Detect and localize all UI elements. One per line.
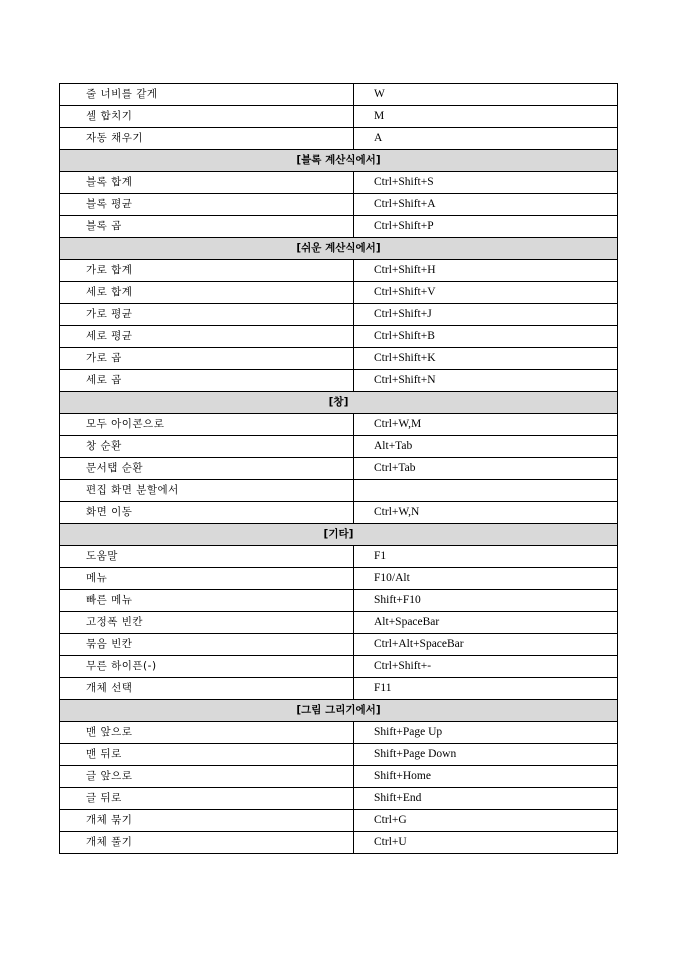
- action-cell: 가로 합계: [60, 260, 354, 282]
- action-cell: 메뉴: [60, 568, 354, 590]
- action-cell: 묶음 빈칸: [60, 634, 354, 656]
- action-cell: 세로 곱: [60, 370, 354, 392]
- action-cell: 글 뒤로: [60, 788, 354, 810]
- action-cell: 화면 이동: [60, 502, 354, 524]
- table-row: [60, 282, 618, 304]
- action-cell: 가로 평균: [60, 304, 354, 326]
- action-cell: 도움말: [60, 546, 354, 568]
- table-row: [60, 832, 618, 854]
- shortcut-key-cell: Ctrl+Shift+S: [354, 172, 618, 194]
- action-cell: 문서탭 순환: [60, 458, 354, 480]
- shortcut-key-cell: Shift+F10: [354, 590, 618, 612]
- action-cell: 개체 풀기: [60, 832, 354, 854]
- table-row: [60, 810, 618, 832]
- action-cell: 블록 합계: [60, 172, 354, 194]
- shortcut-key-cell: F10/Alt: [354, 568, 618, 590]
- table-row: [60, 436, 618, 458]
- table-row: [60, 766, 618, 788]
- table-row: [60, 260, 618, 282]
- action-cell: 개체 선택: [60, 678, 354, 700]
- table-row: [60, 546, 618, 568]
- shortcut-key-cell: Ctrl+Shift+H: [354, 260, 618, 282]
- table-row: [60, 326, 618, 348]
- shortcut-key-cell: Ctrl+Shift+N: [354, 370, 618, 392]
- action-cell: 세로 평균: [60, 326, 354, 348]
- action-cell: 맨 앞으로: [60, 722, 354, 744]
- table-row: [60, 348, 618, 370]
- table-row: [60, 656, 618, 678]
- table-row: [60, 458, 618, 480]
- shortcut-key-cell: Ctrl+U: [354, 832, 618, 854]
- table-row: [60, 480, 618, 502]
- shortcut-key-cell: Ctrl+Shift+P: [354, 216, 618, 238]
- action-cell: 개체 묶기: [60, 810, 354, 832]
- shortcut-key-cell: Ctrl+W,N: [354, 502, 618, 524]
- shortcut-key-cell: W: [354, 84, 618, 106]
- section-header: [쉬운 계산식에서]: [60, 238, 618, 260]
- action-cell: 자동 채우기: [60, 128, 354, 150]
- shortcut-key-cell: Alt+SpaceBar: [354, 612, 618, 634]
- action-cell: 고정폭 빈칸: [60, 612, 354, 634]
- action-cell: 창 순환: [60, 436, 354, 458]
- action-cell: 세로 합계: [60, 282, 354, 304]
- action-cell: 편집 화면 분할에서: [60, 480, 354, 502]
- action-cell: 빠른 메뉴: [60, 590, 354, 612]
- shortcut-key-cell: Shift+Home: [354, 766, 618, 788]
- section-header: [블록 계산식에서]: [60, 150, 618, 172]
- action-cell: 블록 평균: [60, 194, 354, 216]
- table-row: [60, 612, 618, 634]
- table-row: [60, 216, 618, 238]
- shortcut-key-cell: Shift+End: [354, 788, 618, 810]
- table-row: [60, 788, 618, 810]
- table-row: [60, 106, 618, 128]
- shortcut-key-cell: F11: [354, 678, 618, 700]
- table-row: [60, 502, 618, 524]
- table-row: [60, 194, 618, 216]
- shortcut-key-cell: Ctrl+Shift+B: [354, 326, 618, 348]
- shortcut-table: [59, 83, 618, 854]
- shortcut-key-cell: Ctrl+Shift+K: [354, 348, 618, 370]
- action-cell: 무른 하이픈(-): [60, 656, 354, 678]
- table-row: [60, 414, 618, 436]
- table-row: [60, 634, 618, 656]
- table-row: [60, 128, 618, 150]
- action-cell: 줄 너비를 같게: [60, 84, 354, 106]
- shortcut-key-cell: Ctrl+Shift+A: [354, 194, 618, 216]
- shortcut-key-cell: Shift+Page Down: [354, 744, 618, 766]
- section-header: [기타]: [60, 524, 618, 546]
- section-header-row: [60, 700, 618, 722]
- table-row: [60, 304, 618, 326]
- table-row: [60, 84, 618, 106]
- action-cell: 맨 뒤로: [60, 744, 354, 766]
- shortcut-key-cell: M: [354, 106, 618, 128]
- shortcut-key-cell: Ctrl+Shift+V: [354, 282, 618, 304]
- section-header-row: [60, 150, 618, 172]
- document-page: [59, 83, 618, 854]
- section-header-row: [60, 524, 618, 546]
- table-row: [60, 744, 618, 766]
- section-header-row: [60, 238, 618, 260]
- table-row: [60, 172, 618, 194]
- section-header: [그림 그리기에서]: [60, 700, 618, 722]
- action-cell: 셀 합치기: [60, 106, 354, 128]
- shortcut-table-body: [60, 84, 618, 854]
- section-header: [창]: [60, 392, 618, 414]
- shortcut-key-cell: F1: [354, 546, 618, 568]
- shortcut-key-cell: Ctrl+Tab: [354, 458, 618, 480]
- table-row: [60, 370, 618, 392]
- shortcut-key-cell: [354, 480, 618, 502]
- table-row: [60, 678, 618, 700]
- section-header-row: [60, 392, 618, 414]
- shortcut-key-cell: Ctrl+Alt+SpaceBar: [354, 634, 618, 656]
- table-row: [60, 590, 618, 612]
- shortcut-key-cell: Ctrl+Shift+J: [354, 304, 618, 326]
- shortcut-key-cell: Shift+Page Up: [354, 722, 618, 744]
- shortcut-key-cell: A: [354, 128, 618, 150]
- action-cell: 블록 곱: [60, 216, 354, 238]
- table-row: [60, 568, 618, 590]
- action-cell: 모두 아이콘으로: [60, 414, 354, 436]
- shortcut-key-cell: Ctrl+W,M: [354, 414, 618, 436]
- action-cell: 글 앞으로: [60, 766, 354, 788]
- table-row: [60, 722, 618, 744]
- shortcut-key-cell: Ctrl+Shift+-: [354, 656, 618, 678]
- action-cell: 가로 곱: [60, 348, 354, 370]
- shortcut-key-cell: Alt+Tab: [354, 436, 618, 458]
- shortcut-key-cell: Ctrl+G: [354, 810, 618, 832]
